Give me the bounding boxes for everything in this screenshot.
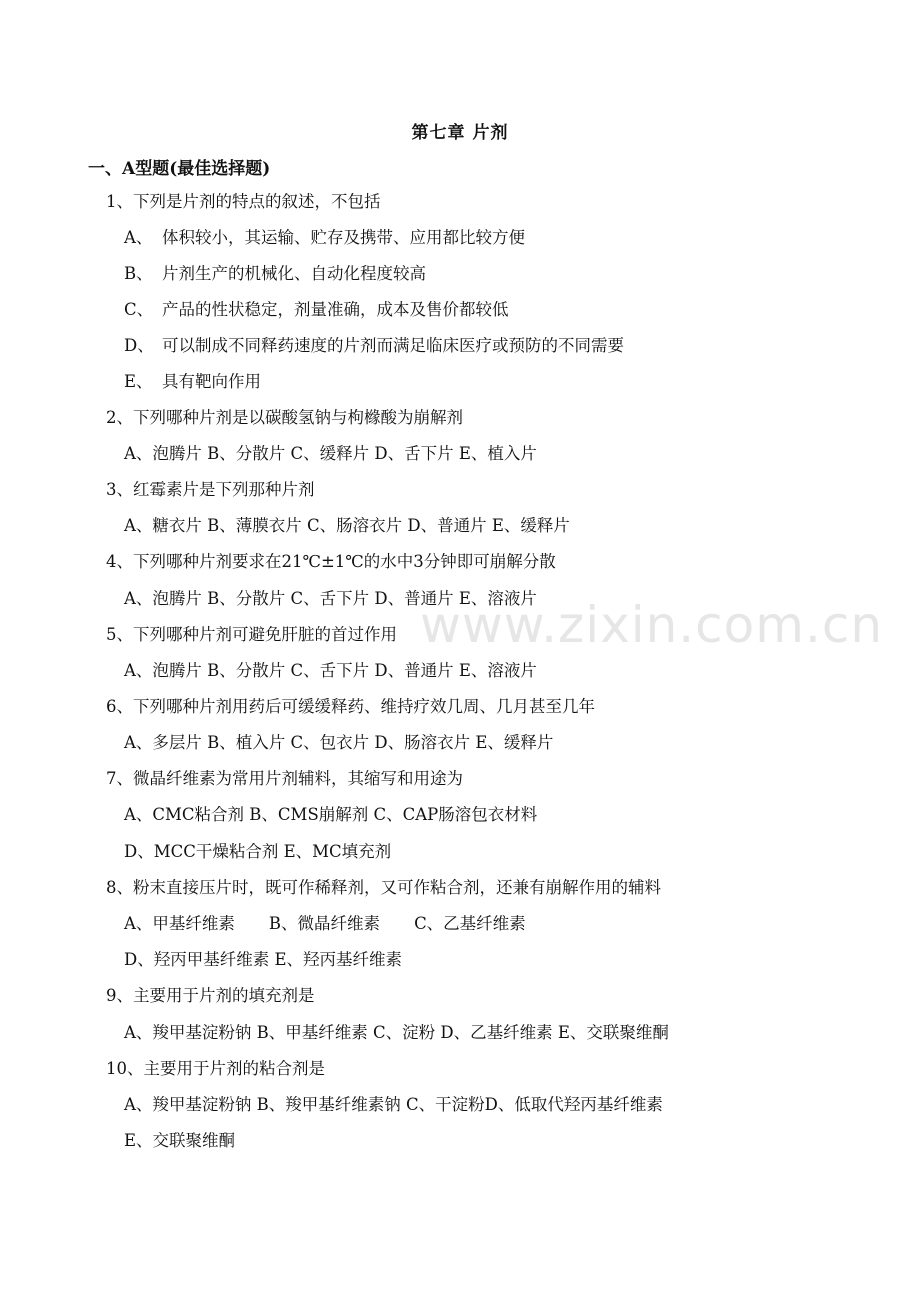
question-8-options-line-2: D、羟丙甲基纤维素 E、羟丙基纤维素 [124,950,403,969]
question-7-options-line-2: D、MCC干燥粘合剂 E、MC填充剂 [124,842,392,861]
question-3-options: A、糖衣片 B、薄膜衣片 C、肠溶衣片 D、普通片 E、缓释片 [124,516,570,535]
option-c: C、乙基纤维素 [414,914,526,933]
question-8-options-line-1 [124,912,526,936]
question-10-options-line-2: E、交联聚维酮 [124,1131,236,1150]
question-2-stem: 2、下列哪种片剂是以碳酸氢钠与枸橼酸为崩解剂 [106,408,463,427]
option-label: E、 [124,372,153,391]
option-text: 产品的性状稳定，剂量准确，成本及售价都较低 [162,300,509,319]
option-text: 可以制成不同释药速度的片剂而满足临床医疗或预防的不同需要 [162,336,624,355]
question-1-option-e [124,370,261,394]
chapter-title: 第七章 片剂 [411,123,509,143]
question-10-stem: 10、主要用于片剂的粘合剂是 [106,1059,325,1078]
question-4-options: A、泡腾片 B、分散片 C、舌下片 D、普通片 E、溶液片 [124,589,537,608]
question-2-options: A、泡腾片 B、分散片 C、缓释片 D、舌下片 E、植入片 [124,444,537,463]
watermark: www.zixin.com.cn [420,596,884,654]
option-text: 具有靶向作用 [162,372,261,391]
question-1-option-b [124,262,426,286]
section-heading: 一、A型题(最佳选择题) [88,159,271,179]
option-label: A、 [124,228,153,247]
question-4-stem: 4、下列哪种片剂要求在21℃±1℃的水中3分钟即可崩解分散 [106,552,556,571]
question-7-options-line-1: A、CMC粘合剂 B、CMS崩解剂 C、CAP肠溶包衣材料 [124,805,538,824]
question-1-option-c [124,298,509,322]
option-text: 片剂生产的机械化、自动化程度较高 [162,264,426,283]
question-5-options: A、泡腾片 B、分散片 C、舌下片 D、普通片 E、溶液片 [124,661,537,680]
option-label: D、 [124,336,154,355]
question-10-options-line-1: A、羧甲基淀粉钠 B、羧甲基纤维素钠 C、干淀粉D、低取代羟丙基纤维素 [124,1095,663,1114]
question-1-option-d [124,334,624,358]
question-3-stem: 3、红霉素片是下列那种片剂 [106,480,315,499]
option-text: 体积较小，其运输、贮存及携带、应用都比较方便 [162,228,525,247]
question-9-stem: 9、主要用于片剂的填充剂是 [106,986,315,1005]
option-label: B、 [124,264,153,283]
question-7-stem: 7、微晶纤维素为常用片剂辅料，其缩写和用途为 [106,769,463,788]
question-5-stem: 5、下列哪种片剂可避免肝脏的首过作用 [106,625,397,644]
question-6-stem: 6、下列哪种片剂用药后可缓缓释药、维持疗效几周、几月甚至几年 [106,697,595,716]
question-6-options: A、多层片 B、植入片 C、包衣片 D、肠溶衣片 E、缓释片 [124,733,554,752]
option-b: B、微晶纤维素 [268,914,381,933]
question-1-option-a [124,226,525,250]
question-9-options: A、羧甲基淀粉钠 B、甲基纤维素 C、淀粉 D、乙基纤维素 E、交联聚维酮 [124,1023,669,1042]
question-8-stem: 8、粉末直接压片时，既可作稀释剂，又可作粘合剂，还兼有崩解作用的辅料 [106,878,661,897]
option-label: C、 [124,300,154,319]
question-1-stem: 1、下列是片剂的特点的叙述，不包括 [106,192,381,211]
option-a: A、甲基纤维素 [124,914,235,933]
